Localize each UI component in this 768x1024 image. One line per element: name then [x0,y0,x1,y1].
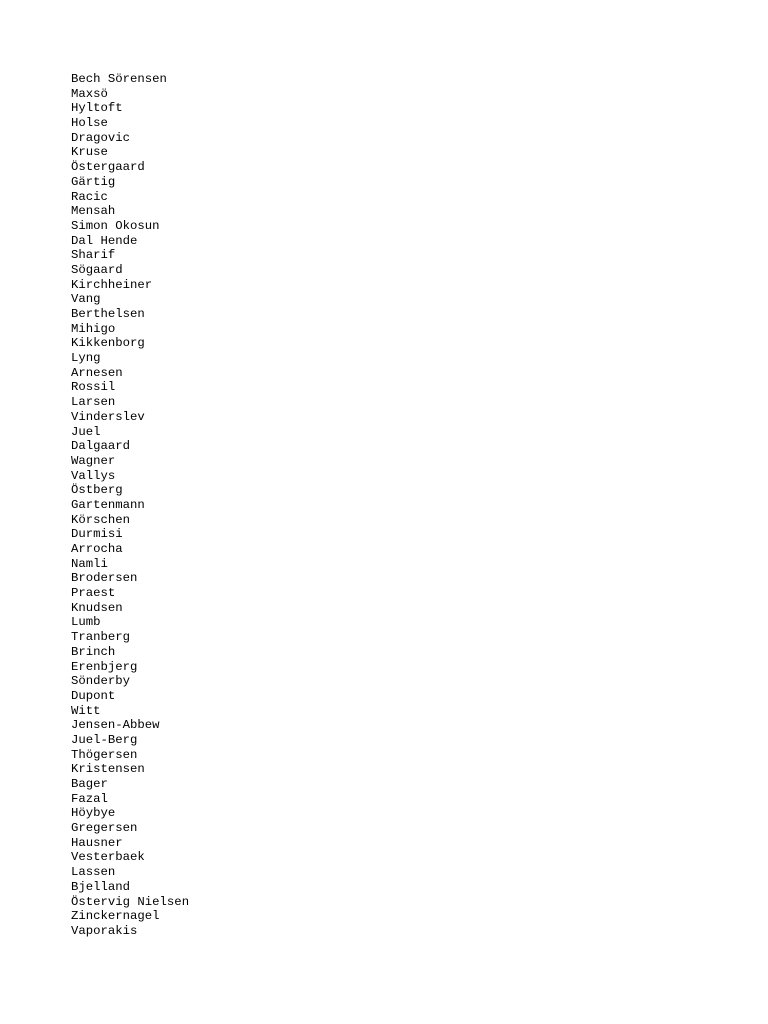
list-item: Sharif [71,248,116,263]
list-item: Hausner [71,835,123,850]
list-item: Gärtig [71,174,116,189]
list-item: Dragovic [71,130,131,145]
list-item: Dalgaard [71,439,131,454]
list-item: Östervig Nielsen [71,894,190,909]
list-item: Brinch [71,644,116,659]
list-item: Arnesen [71,365,123,380]
list-item: Bjelland [71,879,131,894]
list-item: Kristensen [71,762,145,777]
name-list [71,72,189,939]
list-item: Jensen-Abbew [71,718,160,733]
list-item: Dal Hende [71,233,138,248]
list-item: Wagner [71,453,116,468]
list-item: Kikkenborg [71,336,145,351]
list-item: Durmisi [71,527,123,542]
list-item: Gregersen [71,821,138,836]
list-item: Körschen [71,512,131,527]
list-item: Östergaard [71,160,145,175]
list-item: Erenbjerg [71,659,138,674]
list-item: Witt [71,703,101,718]
list-item: Berthelsen [71,307,145,321]
list-item: Thögersen [71,747,138,762]
list-item: Vallys [71,468,116,483]
list-item: Vinderslev [71,409,145,424]
list-item: Rossil [71,380,116,395]
list-item: Gartenmann [71,497,145,512]
list-item: Namli [71,556,108,571]
list-item: Vang [71,292,101,307]
list-item: Östberg [71,483,123,498]
list-item: Brodersen [71,571,138,586]
list-item: Zinckernagel [71,909,160,924]
list-item: Simon Okosun [71,218,160,233]
list-item: Kirchheiner [71,277,153,292]
list-item: Bager [71,777,108,791]
list-item: Mensah [71,204,116,219]
list-item: Sögaard [71,262,123,277]
list-item: Juel-Berg [71,732,138,747]
list-item: Holse [71,116,108,131]
list-item: Knudsen [71,600,123,615]
list-item: Vaporakis [71,923,138,938]
list-item: Lumb [71,615,101,630]
list-item: Hyltoft [71,101,123,116]
list-item: Lassen [71,865,116,880]
list-item: Mihigo [71,321,116,336]
list-item: Sönderby [71,674,131,689]
list-item: Dupont [71,688,116,703]
list-item: Larsen [71,395,116,410]
list-item: Juel [71,424,101,439]
list-item: Praest [71,586,116,601]
list-item: Racic [71,189,108,204]
list-item: Lyng [71,351,101,366]
list-item: Fazal [71,791,108,806]
list-item: Vesterbaek [71,850,145,865]
list-item: Maxsö [71,86,108,101]
list-item: Tranberg [71,630,131,645]
list-item: Höybye [71,806,116,821]
list-item: Bech Sörensen [71,72,167,86]
list-item: Arrocha [71,542,123,556]
list-item: Kruse [71,145,108,160]
